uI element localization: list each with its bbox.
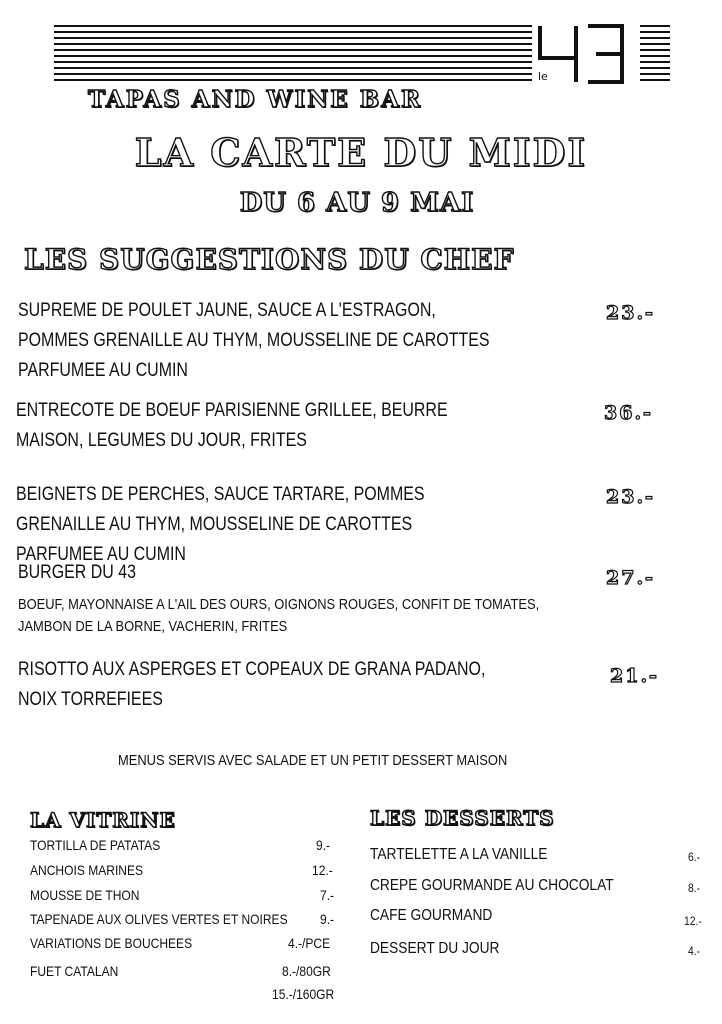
dessert-item-name: DESSERT DU JOUR bbox=[370, 940, 500, 957]
dish-name: RISOTTO AUX ASPERGES ET COPEAUX DE GRANA PADANO, NOIX TORREFIEES bbox=[18, 659, 486, 710]
dish-detail: BOEUF, MAYONNAISE A L'AIL DES OURS, OIGNONS ROUGES, CONFIT DE TOMATES, JAMBON DE LA BORNE, VACHERIN, FRITES bbox=[18, 596, 540, 635]
dish-name: ENTRECOTE DE BOEUF PARISIENNE GRILLEE, BEURRE MAISON, LEGUMES DU JOUR, FRITES bbox=[16, 400, 448, 451]
vitrine-item-name: MOUSSE DE THON bbox=[30, 887, 140, 903]
menu-note: MENUS SERVIS AVEC SALADE ET UN PETIT DESSERT MAISON bbox=[118, 752, 508, 769]
logo-stripes-left bbox=[54, 25, 532, 83]
vitrine-item-name: ANCHOIS MARINES bbox=[30, 862, 144, 878]
dessert-item-name: CAFE GOURMAND bbox=[370, 907, 493, 924]
dish-price: 21.- bbox=[610, 665, 659, 687]
dessert-item-name: TARTELETTE A LA VANILLE bbox=[370, 846, 548, 863]
dish-name: SUPREME DE POULET JAUNE, SAUCE A L'ESTRAGON, POMMES GRENAILLE AU THYM, MOUSSELINE DE CAROTTES PARFUMEE AU CUMIN bbox=[18, 300, 490, 381]
logo-stripes-right bbox=[640, 25, 670, 83]
dessert-item-price: 4.- bbox=[688, 944, 701, 958]
page-title: LA CARTE DU MIDI bbox=[134, 130, 588, 175]
subtitle: TAPAS AND WINE BAR bbox=[88, 86, 423, 113]
dish-name: BEIGNETS DE PERCHES, SAUCE TARTARE, POMMES GRENAILLE AU THYM, MOUSSELINE DE CAROTTES PARFUMEE AU CUMIN bbox=[16, 484, 425, 565]
vitrine-item-price: 4.-/PCE bbox=[288, 935, 331, 951]
vitrine-item-price: 9.- bbox=[316, 837, 331, 853]
svg-text:le: le bbox=[538, 70, 548, 83]
desserts-heading: LES DESSERTS bbox=[370, 806, 555, 830]
logo-mark bbox=[534, 22, 630, 86]
date-range: DU 6 AU 9 MAI bbox=[239, 188, 475, 218]
dessert-item-price: 6.- bbox=[688, 850, 701, 864]
dish-price: 27.- bbox=[606, 567, 655, 589]
dish-price: 23.- bbox=[606, 302, 655, 324]
suggestions-heading: LES SUGGESTIONS DU CHEF bbox=[24, 243, 515, 276]
dessert-item-price: 12.- bbox=[684, 914, 702, 928]
dish-name: BURGER DU 43 bbox=[18, 562, 136, 583]
dessert-item-name: CREPE GOURMANDE AU CHOCOLAT bbox=[370, 877, 614, 894]
vitrine-heading: LA VITRINE bbox=[30, 808, 176, 832]
vitrine-item-name: TORTILLA DE PATATAS bbox=[30, 837, 161, 853]
vitrine-item-price: 8.-/80GR bbox=[282, 963, 331, 979]
vitrine-item-name: TAPENADE AUX OLIVES VERTES ET NOIRES bbox=[30, 911, 288, 927]
dish-price: 36.- bbox=[604, 402, 653, 424]
vitrine-item-price: 7.- bbox=[320, 887, 335, 903]
dish-price: 23.- bbox=[606, 486, 655, 508]
logo bbox=[534, 22, 630, 86]
vitrine-item-name: FUET CATALAN bbox=[30, 963, 119, 979]
vitrine-item-price: 9.- bbox=[320, 911, 335, 927]
vitrine-item-price: 12.- bbox=[312, 862, 333, 878]
vitrine-item-price-2: 15.-/160GR bbox=[272, 986, 335, 1002]
vitrine-item-name: VARIATIONS DE BOUCHEES bbox=[30, 935, 193, 951]
dessert-item-price: 8.- bbox=[688, 881, 701, 895]
